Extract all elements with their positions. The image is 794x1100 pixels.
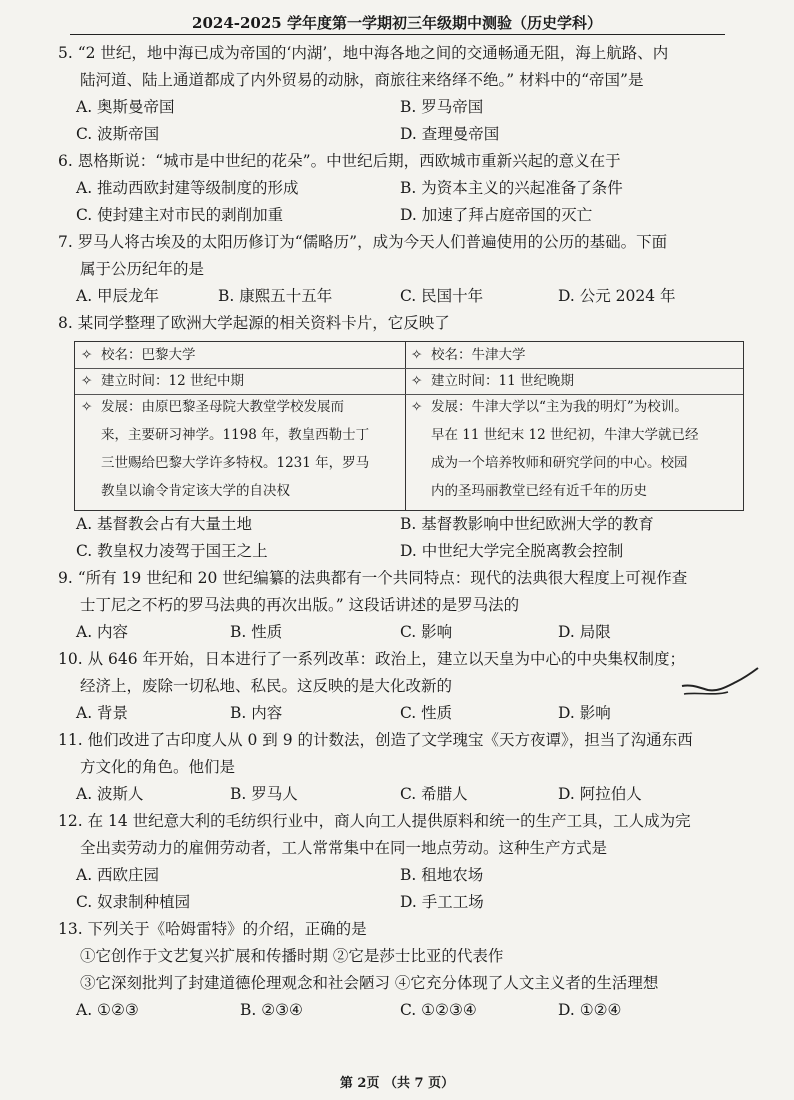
option-c[interactable]: C. 使封建主对市民的剥削加重 <box>76 206 284 224</box>
option-c[interactable]: C. 教皇权力凌驾于国王之上 <box>76 542 268 560</box>
question-12-options-row-1 <box>58 862 748 889</box>
question-12-stem-1: 12. 在 14 世纪意大利的毛纺织行业中，商人向工人提供原料和统一的生产工具，工人成为完 <box>58 812 691 830</box>
diamond-bullet-icon: ✧ <box>411 347 423 363</box>
question-5-stem-2: 陆河道、陆上通道都成了内外贸易的动脉，商旅往来络绎不绝。” 材料中的“帝国”是 <box>80 71 644 89</box>
option-a[interactable]: A. 甲辰龙年 <box>76 287 160 305</box>
option-a[interactable]: A. 推动西欧封建等级制度的形成 <box>76 179 299 197</box>
option-a[interactable]: A. 基督教会占有大量土地 <box>76 515 253 533</box>
question-5-options-row-1 <box>58 94 748 121</box>
option-b[interactable]: B. 罗马人 <box>230 785 298 803</box>
option-a[interactable]: A. 波斯人 <box>76 785 144 803</box>
question-9-stem-2: 士丁尼之不朽的罗马法典的再次出版。” 这段话讲述的是罗马法的 <box>80 596 520 614</box>
paris-development-2: 来，主要研习神学。1198 年，教皇西勒士丁 <box>101 427 370 443</box>
option-a[interactable]: A. 内容 <box>76 623 129 641</box>
question-8-stem-1: 8. 某同学整理了欧洲大学起源的相关资料卡片，它反映了 <box>58 314 450 332</box>
question-11-options <box>58 781 748 808</box>
question-9 <box>58 565 748 646</box>
page-footer: 第 2页 （共 7 页） <box>339 1076 455 1091</box>
question-5 <box>58 40 748 148</box>
question-13-options <box>58 997 748 1024</box>
question-13-stem-1: 13. 下列关于《哈姆雷特》的介绍，正确的是 <box>58 920 367 938</box>
option-b[interactable]: B. 性质 <box>230 623 283 641</box>
pen-scribble-mark <box>678 664 768 704</box>
diamond-bullet-icon: ✧ <box>81 373 93 389</box>
option-d[interactable]: D. 阿拉伯人 <box>558 785 642 803</box>
option-d[interactable]: D. ①②④ <box>558 1001 622 1019</box>
question-5-options-row-2 <box>58 121 748 148</box>
diamond-bullet-icon: ✧ <box>411 373 423 389</box>
paris-development-4: 教皇以谕令肯定该大学的自决权 <box>101 483 290 499</box>
option-b[interactable]: B. 租地农场 <box>400 866 484 884</box>
question-6-options-row-1 <box>58 175 748 202</box>
option-d[interactable]: D. 加速了拜占庭帝国的灭亡 <box>400 206 593 224</box>
question-6-stem-1: 6. 恩格斯说：“城市是中世纪的花朵”。中世纪后期，西欧城市重新兴起的意义在于 <box>58 152 621 170</box>
oxford-development-2: 早在 11 世纪末 12 世纪初，牛津大学就已经 <box>431 427 699 443</box>
question-7-stem-1: 7. 罗马人将古埃及的太阳历修订为“儒略历”，成为今天人们普遍使用的公历的基础。下面 <box>58 233 668 251</box>
option-a[interactable]: A. 奥斯曼帝国 <box>76 98 175 116</box>
page-header: 2024-2025 学年度第一学期初三年级期中测验（历史学科） <box>192 14 602 32</box>
oxford-development-4: 内的圣玛丽教堂已经有近千年的历史 <box>431 483 647 499</box>
header-rule <box>70 34 725 35</box>
option-c[interactable]: C. 民国十年 <box>400 287 484 305</box>
diamond-bullet-icon: ✧ <box>81 399 93 415</box>
question-7 <box>58 229 748 310</box>
oxford-development: ✧ 发展：牛津大学以“主为我的明灯”为校训。 <box>411 394 688 420</box>
question-10-stem-2: 经济上，废除一切私地、私民。这反映的是大化改新的 <box>80 677 453 695</box>
option-d[interactable]: D. 影响 <box>558 704 611 722</box>
question-8-options-row-1 <box>58 511 748 538</box>
oxford-name: ✧ 校名：牛津大学 <box>411 342 526 368</box>
question-11 <box>58 727 748 808</box>
question-11-stem-1: 11. 他们改进了古印度人从 0 到 9 的计数法，创造了文学瑰宝《天方夜谭》，担当了沟通东西 <box>58 731 693 749</box>
option-d[interactable]: D. 手工工场 <box>400 893 484 911</box>
question-12-stem-2: 全出卖劳动力的雇佣劳动者，工人常常集中在同一地点劳动。这种生产方式是 <box>80 839 608 857</box>
option-d[interactable]: D. 公元 2024 年 <box>558 287 676 305</box>
oxford-founded: ✧ 建立时间：11 世纪晚期 <box>411 368 574 394</box>
option-b[interactable]: B. ②③④ <box>240 1001 303 1019</box>
diamond-bullet-icon: ✧ <box>81 347 93 363</box>
option-c[interactable]: C. 希腊人 <box>400 785 468 803</box>
paris-development: ✧ 发展：由原巴黎圣母院大教堂学校发展而 <box>81 394 344 420</box>
question-8 <box>58 310 748 565</box>
question-list <box>58 40 748 1024</box>
option-b[interactable]: B. 康熙五十五年 <box>218 287 333 305</box>
question-10 <box>58 646 748 727</box>
option-c[interactable]: C. 波斯帝国 <box>76 125 160 143</box>
question-5-stem-1: 5. “2 世纪，地中海已成为帝国的‘内湖’，地中海各地之间的交通畅通无阻，海上航路、内 <box>58 44 669 62</box>
diamond-bullet-icon: ✧ <box>411 399 423 415</box>
option-a[interactable]: A. 背景 <box>76 704 129 722</box>
question-13-statements-1: ①它创作于文艺复兴扩展和传播时期 ②它是莎士比亚的代表作 <box>80 947 504 965</box>
question-12 <box>58 808 748 916</box>
option-c[interactable]: C. 奴隶制种植园 <box>76 893 191 911</box>
question-10-stem-1: 10. 从 646 年开始，日本进行了一系列改革：政治上，建立以天皇为中心的中央集权制度； <box>58 650 686 668</box>
question-10-options <box>58 700 748 727</box>
question-6-options-row-2 <box>58 202 748 229</box>
question-7-options <box>58 283 748 310</box>
option-a[interactable]: A. ①②③ <box>76 1001 139 1019</box>
question-9-stem-1: 9. “所有 19 世纪和 20 世纪编纂的法典都有一个共同特点：现代的法典很大程度上可视作查 <box>58 569 688 587</box>
question-13-statements-2: ③它深刻批判了封建道德伦理观念和社会陋习 ④它充分体现了人文主义者的生活理想 <box>80 974 659 992</box>
option-b[interactable]: B. 基督教影响中世纪欧洲大学的教育 <box>400 515 654 533</box>
option-a[interactable]: A. 西欧庄园 <box>76 866 160 884</box>
paris-founded: ✧ 建立时间：12 世纪中期 <box>81 368 244 394</box>
option-d[interactable]: D. 中世纪大学完全脱离教会控制 <box>400 542 624 560</box>
option-b[interactable]: B. 为资本主义的兴起准备了条件 <box>400 179 623 197</box>
option-b[interactable]: B. 罗马帝国 <box>400 98 484 116</box>
option-b[interactable]: B. 内容 <box>230 704 283 722</box>
option-d[interactable]: D. 查理曼帝国 <box>400 125 500 143</box>
question-12-options-row-2 <box>58 889 748 916</box>
question-11-stem-2: 方文化的角色。他们是 <box>80 758 236 776</box>
university-info-card <box>74 341 744 511</box>
oxford-development-3: 成为一个培养牧师和研究学问的中心。校园 <box>431 455 688 471</box>
paris-development-3: 三世赐给巴黎大学许多特权。1231 年，罗马 <box>101 455 370 471</box>
question-6 <box>58 148 748 229</box>
question-9-options <box>58 619 748 646</box>
question-7-stem-2: 属于公历纪年的是 <box>80 260 205 278</box>
paris-name: ✧ 校名：巴黎大学 <box>81 342 196 368</box>
question-13 <box>58 916 748 1024</box>
option-c[interactable]: C. ①②③④ <box>400 1001 477 1019</box>
option-d[interactable]: D. 局限 <box>558 623 611 641</box>
option-c[interactable]: C. 性质 <box>400 704 453 722</box>
option-c[interactable]: C. 影响 <box>400 623 453 641</box>
question-8-options-row-2 <box>58 538 748 565</box>
